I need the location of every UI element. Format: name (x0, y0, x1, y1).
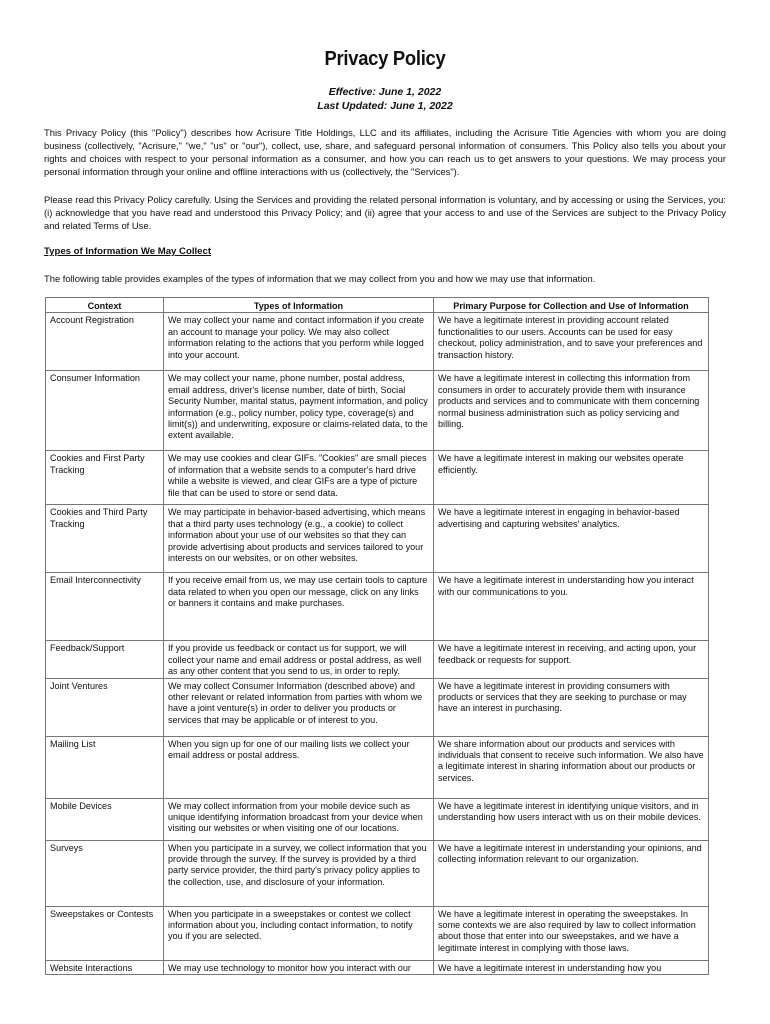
cell-purpose: We have a legitimate interest in understanding how you (434, 960, 709, 974)
table-row (46, 505, 709, 573)
cell-context: Consumer Information (46, 371, 164, 451)
information-table (45, 297, 709, 975)
cell-purpose: We have a legitimate interest in providing consumers with products or services that they are seeking to purchase or may have an interest in purchasing. (434, 678, 709, 736)
cell-context: Website Interactions (46, 960, 164, 974)
cell-context: Mobile Devices (46, 798, 164, 840)
cell-types: If you provide us feedback or contact us for support, we will collect your name and email address or postal address, as well as any other content that you send to us, in order to reply. (164, 641, 434, 678)
cell-types: We may participate in behavior-based advertising, which means that a third party uses technology (e.g., a cookie) to collect information about your use of our websites so that they can provide advertising about products and services tailored to your interests on our websites, or on other websites. (164, 505, 434, 573)
page-title: Privacy Policy (324, 48, 446, 70)
cell-purpose: We have a legitimate interest in identifying unique visitors, and in understanding how users interact with us on their mobile devices. (434, 798, 709, 840)
cell-types: We may collect Consumer Information (described above) and other relevant or related information from parties with whom we have a joint venture(s) in order to deliver you products or services that may be applicable or of interest to you. (164, 678, 434, 736)
cell-context: Account Registration (46, 313, 164, 371)
cell-context: Feedback/Support (46, 641, 164, 678)
table-row (46, 906, 709, 960)
table-row (46, 451, 709, 505)
table-row (46, 960, 709, 974)
cell-context: Mailing List (46, 736, 164, 798)
cell-types: We may collect your name, phone number, postal address, email address, driver's license number, date of birth, Social Security Number, marital status, payment information, and policy information (e.g., policy number, policy type, coverage(s) and limit(s)) and underwriting, exposure or claims-related data, to the extent available. (164, 371, 434, 451)
section-heading: Types of Information We May Collect (44, 246, 212, 257)
cell-purpose: We have a legitimate interest in engaging in behavior-based advertising and capturing websites' analytics. (434, 505, 709, 573)
cell-types: When you participate in a survey, we collect information that you provide through the survey. If the survey is provided by a third party service provider, the third party's privacy policy applies to the collection, use, and disclosure of your information. (164, 840, 434, 906)
table-row (46, 371, 709, 451)
cell-purpose: We have a legitimate interest in understanding your opinions, and collecting information relevant to our organization. (434, 840, 709, 906)
policy-dates (0, 85, 770, 113)
table-header-row (46, 298, 709, 313)
cell-purpose: We have a legitimate interest in receiving, and acting upon, your feedback or requests for support. (434, 641, 709, 678)
cell-context: Surveys (46, 840, 164, 906)
consent-paragraph: Please read this Privacy Policy carefully. Using the Services and providing the related personal information is voluntary, and by accessing or using the Services, you: (i) acknowledge that you have read and understood this Privacy Policy; and (ii) agree that your access to and use of the Services are subject to the Privacy Policy and related Terms of Use. (44, 194, 726, 231)
cell-purpose: We have a legitimate interest in providing account related functionalities to our users. Accounts can be used for easy checkout, policy administration, and to save your preferences and transaction history. (434, 313, 709, 371)
cell-purpose: We share information about our products and services with individuals that consent to receive such information. We also have a legitimate interest in sharing information about our products or services. (434, 736, 709, 798)
table-row (46, 798, 709, 840)
cell-context: Joint Ventures (46, 678, 164, 736)
cell-purpose: We have a legitimate interest in making our websites operate efficiently. (434, 451, 709, 505)
cell-context: Cookies and First Party Tracking (46, 451, 164, 505)
cell-context: Cookies and Third Party Tracking (46, 505, 164, 573)
last-updated-date: Last Updated: June 1, 2022 (317, 100, 453, 112)
header-types: Types of Information (164, 298, 434, 313)
cell-types: When you participate in a sweepstakes or contest we collect information about you, including contact information, to notify you if you are selected. (164, 906, 434, 960)
cell-types: We may collect your name and contact information if you create an account to manage your policy. We may also collect information relating to the actions that you perform while logged into your account. (164, 313, 434, 371)
table-row (46, 736, 709, 798)
table-intro: The following table provides examples of the types of information that we may collect from you and how we may use that information. (44, 273, 596, 284)
cell-types: We may use technology to monitor how you interact with our (164, 960, 434, 974)
table-body (46, 313, 709, 975)
header-context: Context (46, 298, 164, 313)
table-row (46, 641, 709, 678)
table-row (46, 840, 709, 906)
cell-context: Email Interconnectivity (46, 573, 164, 641)
table-row (46, 573, 709, 641)
cell-types: If you receive email from us, we may use certain tools to capture data related to when you open our message, click on any links or banners it contains and make purchases. (164, 573, 434, 641)
cell-purpose: We have a legitimate interest in operating the sweepstakes. In some contexts we are also required by law to collect information about those that enter into our sweepstakes, and we have a legitimate interest in complying with those laws. (434, 906, 709, 960)
cell-types: When you sign up for one of our mailing lists we collect your email address or postal address. (164, 736, 434, 798)
table-row (46, 313, 709, 371)
cell-context: Sweepstakes or Contests (46, 906, 164, 960)
table-row (46, 678, 709, 736)
cell-purpose: We have a legitimate interest in collecting this information from consumers in order to accurately provide them with insurance products and services and to communicate with them concerning normal business administration such as policy servicing and billing. (434, 371, 709, 451)
cell-types: We may use cookies and clear GIFs. "Cookies" are small pieces of information that a website sends to a computer's hard drive while a website is viewed, and clear GIFs are a type of picture file that can be used to store or send data. (164, 451, 434, 505)
effective-date: Effective: June 1, 2022 (328, 86, 442, 98)
intro-paragraph: This Privacy Policy (this "Policy") describes how Acrisure Title Holdings, LLC and its affiliates, including the Acrisure Title Agencies with whom you are doing business (collectively, "Acrisure," "we," "us" or "our"), collect, use, share, and safeguard personal information of consumers. This Policy also tells you about your rights and choices with respect to your personal information as a consumer, and how you can reach us to get answers to your questions. We may process your personal information through your online and offline interactions with us (collectively, the "Services"). (44, 127, 726, 177)
cell-purpose: We have a legitimate interest in understanding how you interact with our communications to you. (434, 573, 709, 641)
cell-types: We may collect information from your mobile device such as unique identifying information broadcast from your device when visiting our websites or when visiting one of our locations. (164, 798, 434, 840)
header-purpose: Primary Purpose for Collection and Use of Information (434, 298, 709, 313)
